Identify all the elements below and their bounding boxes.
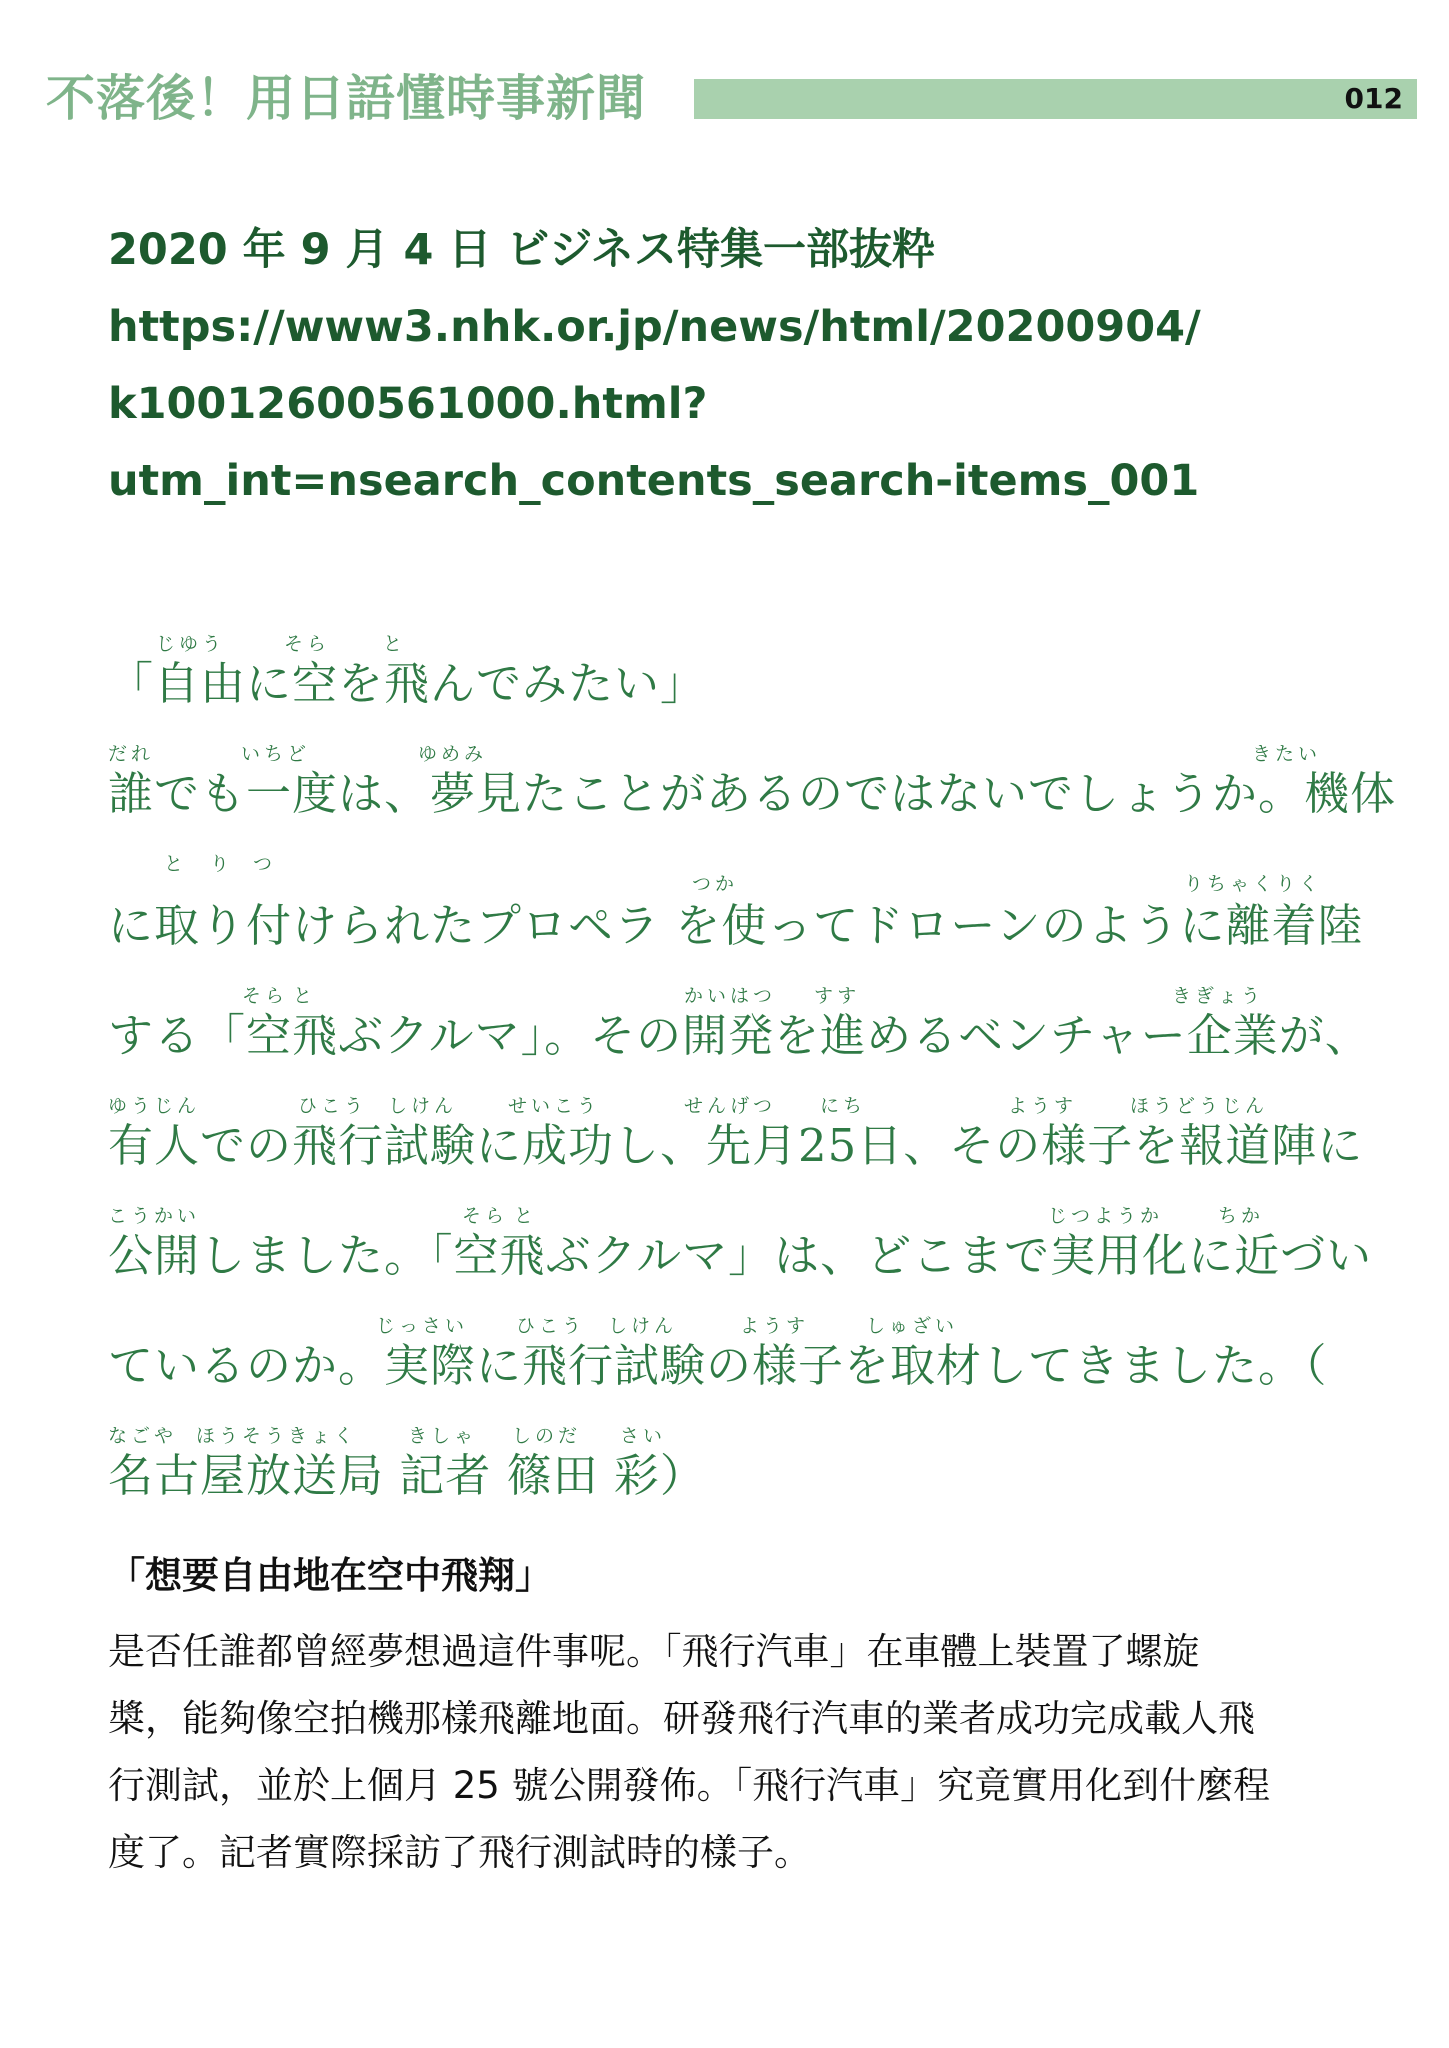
japanese-sentence: 有人での飛行試験に成功し、先月25日、その様子を報道陣に [108,1119,1364,1172]
japanese-line [108,1205,1373,1285]
furigana: きたい [1252,743,1322,765]
japanese-line [108,853,1364,955]
furigana-row [108,985,1358,1007]
japanese-sentence: 誰でも一度は、夢見たことがあるのではないでしょうか。機体 [108,767,1397,820]
japanese-sentence: する「空飛ぶクルマ」。その開発を進めるベンチャー企業が、 [108,1009,1371,1062]
translation-line: 是否任誰都曾經夢想過這件事呢。「飛行汽車」在車體上裝置了螺旋 [108,1630,1200,1673]
source-date: 2020 年 9 月 4 日 ビジネス特集一部抜粋 [108,225,936,275]
furigana: じゆう [156,633,226,655]
furigana-row [108,1315,1358,1337]
furigana-row [108,853,1358,895]
furigana: ようす [1008,1095,1078,1117]
furigana: ひこう [516,1315,586,1337]
japanese-line [108,633,1358,713]
furigana: つか [692,873,739,895]
furigana: こうかい [108,1205,201,1227]
furigana: すす [814,985,861,1007]
japanese-sentence: 「自由に空を飛んでみたい」 [108,657,707,710]
translation-body [108,1618,1358,1886]
furigana-row [108,633,1358,655]
japanese-sentence: 公開しました。「空飛ぶクルマ」は、どこまで実用化に近づい [108,1229,1373,1282]
furigana: かいはつ [684,985,777,1007]
translation-line: 槳，能夠像空拍機那樣飛離地面。研發飛行汽車的業者成功完成載人飛 [108,1697,1255,1740]
translation-heading: 「想要自由地在空中飛翔」 [108,1554,552,1597]
furigana: にち [820,1095,867,1117]
furigana: と [383,633,407,655]
furigana: しのだ [512,1425,582,1447]
source-url-line: k10012600561000.html? [108,379,708,429]
japanese-line [108,1095,1364,1175]
furigana-row [108,1205,1358,1227]
furigana: なごや [108,1425,178,1447]
furigana: しゅざい [866,1315,959,1337]
page-number: 012 [1344,82,1403,115]
furigana: つ [253,853,277,875]
furigana: しけん [388,1095,458,1117]
furigana-row [108,743,1358,765]
furigana-row [108,1425,1358,1447]
furigana: と [164,853,188,875]
furigana: ほうどうじん [1130,1095,1269,1117]
furigana: ようす [740,1315,810,1337]
furigana: そら [242,985,289,1007]
furigana: じつようか [1048,1205,1164,1227]
furigana: ひこう [298,1095,368,1117]
furigana: だれ [108,743,155,765]
book-title: 不落後！用日語懂時事新聞 [46,69,647,127]
header-bar [694,79,1417,119]
japanese-line [108,985,1371,1065]
translation-line: 度了。記者實際採訪了飛行測試時的樣子。 [108,1831,811,1874]
furigana: せんげつ [684,1095,777,1117]
furigana: りちゃくりく [1184,873,1323,895]
japanese-sentence: ているのか。実際に飛行試験の様子を取材してきました。（ [108,1339,1328,1392]
chinese-translation [108,1548,1358,1886]
furigana: じっさい [376,1315,469,1337]
japanese-article [108,633,1397,1505]
furigana-row [108,1095,1358,1117]
furigana: そら [462,1205,509,1227]
source-url-line: https://www3.nhk.or.jp/news/html/20200904/ [108,302,1201,352]
furigana: ほうそうきょく [196,1425,358,1447]
source-block [108,212,1358,520]
japanese-line [108,1425,1358,1505]
furigana: ゆうじん [108,1095,201,1117]
furigana: と [293,985,317,1007]
furigana: きぎょう [1172,985,1265,1007]
furigana: いちど [241,743,311,765]
translation-line: 行測試，並於上個月 25 號公開發佈。「飛行汽車」究竟實用化到什麼程 [108,1764,1271,1807]
furigana: と [514,1205,538,1227]
furigana: ゆめみ [418,743,488,765]
furigana: きしゃ [408,1425,478,1447]
furigana: そら [284,633,331,655]
furigana: せいこう [508,1095,601,1117]
furigana: しけん [608,1315,678,1337]
japanese-sentence: に取り付けられたプロペラ を使ってドローンのように離着陸 [108,899,1364,952]
japanese-sentence: 名古屋放送局 記者 篠田 彩） [108,1449,706,1502]
furigana: ちか [1218,1205,1265,1227]
japanese-line [108,743,1397,823]
source-url-line: utm_int=nsearch_contents_search-items_001 [108,456,1200,506]
furigana: り [210,853,234,875]
japanese-line [108,1315,1358,1395]
furigana: さい [620,1425,667,1447]
